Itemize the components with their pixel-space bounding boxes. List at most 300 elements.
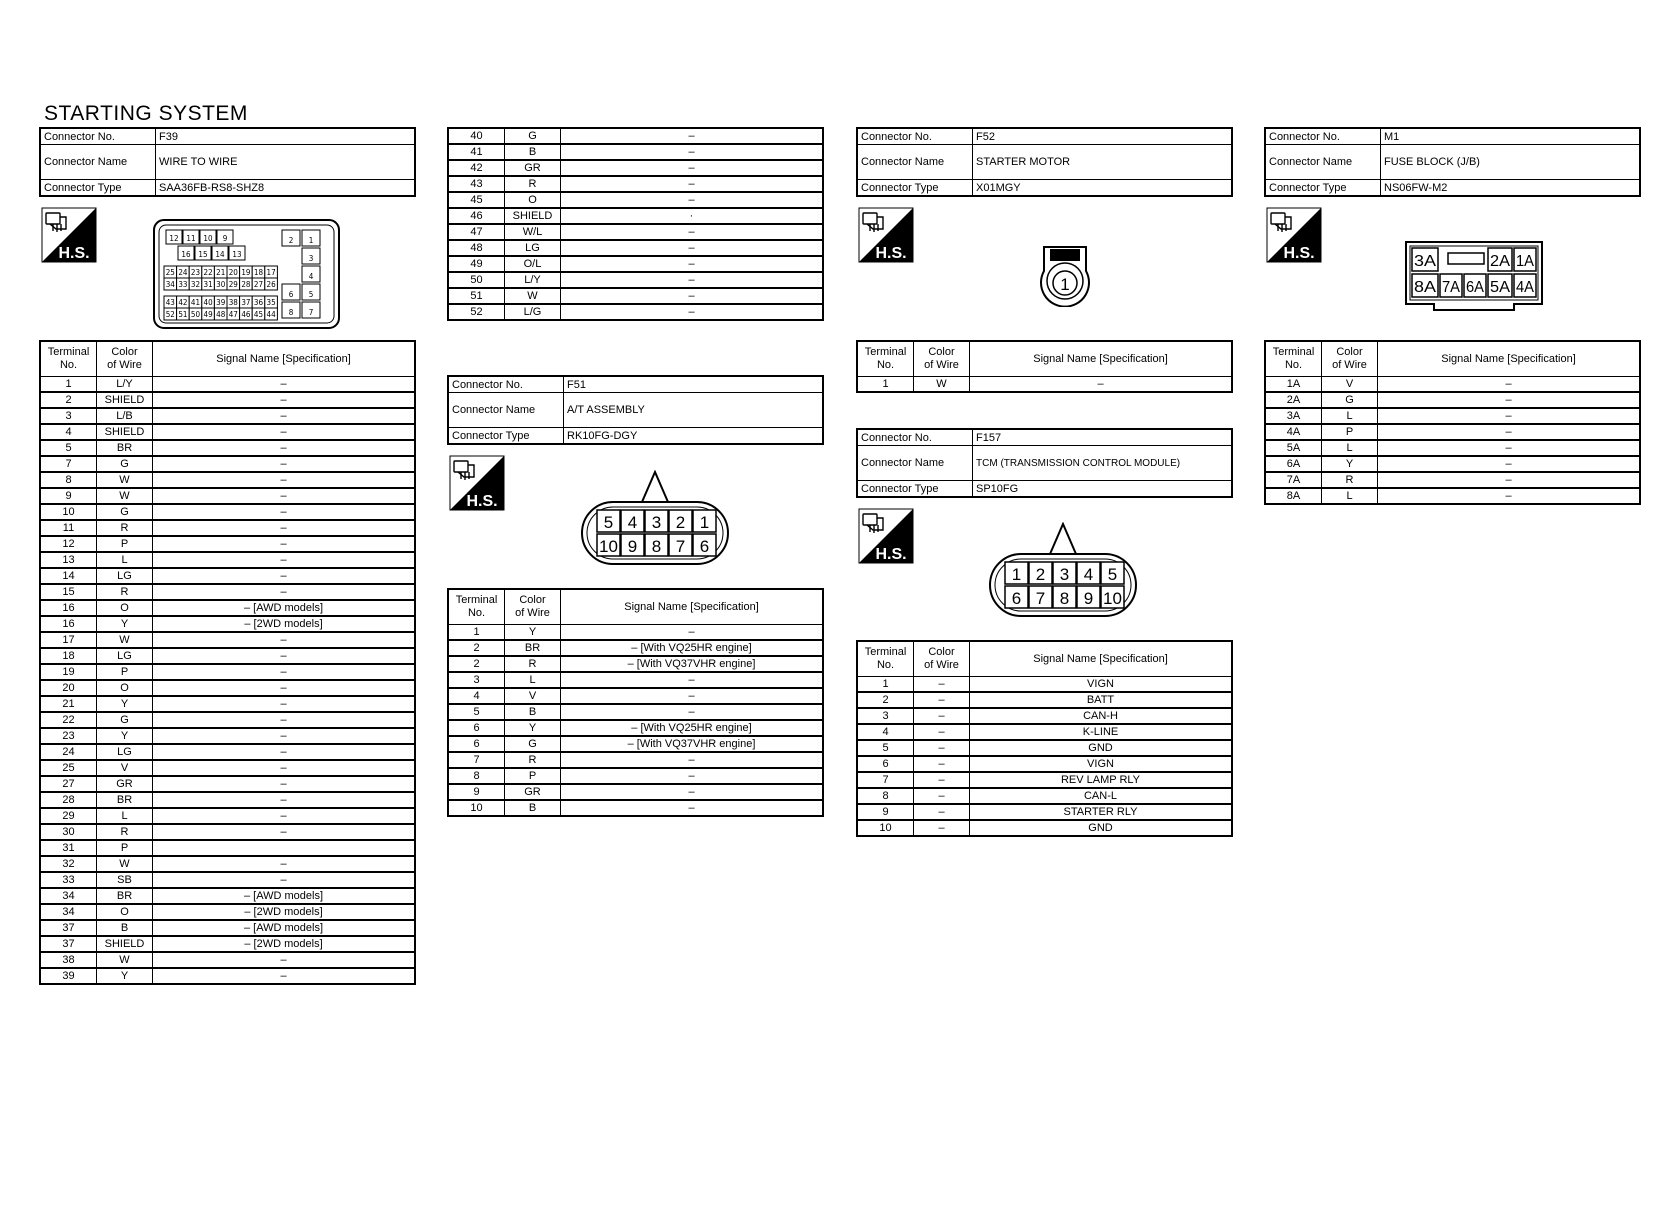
table-row — [40, 616, 415, 632]
terminal-no-cell: 34 — [40, 888, 97, 904]
signal-name-header: Signal Name [Specification] — [970, 641, 1233, 677]
signal-name-cell: – — [561, 272, 824, 288]
table-row — [40, 632, 415, 648]
table-row — [40, 696, 415, 712]
table-row — [448, 256, 823, 272]
table-row — [40, 504, 415, 520]
terminal-no-cell: 1 — [857, 377, 914, 393]
svg-text:24: 24 — [178, 268, 188, 277]
table-row — [1265, 377, 1640, 393]
table-header-row — [1265, 341, 1640, 377]
connector-type-value: SAA36FB-RS8-SHZ8 — [156, 180, 416, 197]
terminal-no-cell: 3 — [448, 672, 505, 688]
signal-name-cell: – — [153, 856, 416, 872]
terminal-no-cell: 9 — [40, 488, 97, 504]
pin-cavity — [214, 278, 227, 290]
svg-text:12: 12 — [169, 234, 179, 243]
table-row — [40, 952, 415, 968]
wire-color-cell: SB — [97, 872, 153, 888]
pin-cavity — [177, 266, 190, 278]
wire-color-cell: BR — [97, 440, 153, 456]
terminal-no-cell: 6 — [448, 720, 505, 736]
connector-header-f157 — [856, 428, 1233, 498]
terminal-no-header: Terminal No. — [40, 341, 97, 377]
wire-color-cell: Y — [1322, 456, 1378, 472]
wire-color-cell: GR — [505, 160, 561, 176]
pin-cavity — [645, 534, 668, 556]
terminal-no-cell: 7 — [40, 456, 97, 472]
terminal-no-header: Terminal No. — [857, 641, 914, 677]
wire-color-cell: O — [97, 680, 153, 696]
terminal-no-cell: 3 — [857, 708, 914, 724]
terminal-no-cell: 10 — [40, 504, 97, 520]
wire-color-cell: SHIELD — [97, 392, 153, 408]
connector-no-label: Connector No. — [857, 128, 973, 145]
svg-text:52: 52 — [165, 310, 175, 319]
wire-color-cell: L — [1322, 488, 1378, 504]
wire-color-cell: R — [505, 656, 561, 672]
wire-color-cell: L — [505, 672, 561, 688]
wire-color-cell: GR — [505, 784, 561, 800]
terminal-no-cell: 30 — [40, 824, 97, 840]
signal-name-cell: – — [153, 680, 416, 696]
terminal-no-cell: 31 — [40, 840, 97, 856]
svg-text:2: 2 — [1035, 565, 1046, 584]
signal-name-cell: – — [153, 536, 416, 552]
signal-name-cell: – — [153, 584, 416, 600]
signal-name-cell: – — [561, 288, 824, 304]
terminal-no-cell: 6 — [448, 736, 505, 752]
signal-name-cell: – — [1378, 488, 1641, 504]
color-of-wire-header: Color of Wire — [914, 641, 970, 677]
connector-header-f52 — [856, 127, 1233, 197]
wire-color-cell: R — [1322, 472, 1378, 488]
table-row — [448, 272, 823, 288]
connector-face-m1 — [1404, 240, 1544, 312]
table-row — [40, 424, 415, 440]
svg-text:35: 35 — [266, 298, 276, 307]
wire-color-cell: B — [97, 920, 153, 936]
connector-face-f39 — [152, 218, 341, 330]
svg-text:51: 51 — [178, 310, 188, 319]
pin-cavity — [212, 246, 228, 260]
table-row — [40, 568, 415, 584]
signal-name-cell: STARTER RLY — [970, 804, 1233, 820]
hs-badge-label: H.S. — [466, 493, 498, 510]
terminal-no-cell: 1A — [1265, 377, 1322, 393]
signal-name-cell: – — [561, 192, 824, 208]
pin-cavity — [1053, 586, 1076, 608]
table-row — [40, 456, 415, 472]
connector-no-label: Connector No. — [1265, 128, 1381, 145]
signal-name-cell: – — [153, 504, 416, 520]
wire-color-cell: W — [97, 472, 153, 488]
table-row — [40, 936, 415, 952]
signal-name-cell: K-LINE — [970, 724, 1233, 740]
svg-text:26: 26 — [266, 280, 276, 289]
signal-name-cell: – — [1378, 392, 1641, 408]
signal-name-cell: – — [153, 632, 416, 648]
signal-name-cell: – — [561, 176, 824, 192]
signal-name-cell: CAN-H — [970, 708, 1233, 724]
signal-name-cell: BATT — [970, 692, 1233, 708]
wire-color-cell: O — [505, 192, 561, 208]
wire-color-cell: BR — [97, 888, 153, 904]
table-row — [448, 160, 823, 176]
terminal-no-cell: 25 — [40, 760, 97, 776]
terminal-table-f52 — [856, 340, 1233, 393]
terminal-table-f51-wrap — [447, 588, 824, 817]
terminal-no-cell: 2 — [448, 640, 505, 656]
wire-color-cell: G — [505, 128, 561, 144]
pin-cavity — [1053, 562, 1076, 584]
svg-text:13: 13 — [232, 250, 242, 259]
wire-color-cell: L — [1322, 440, 1378, 456]
connector-name-label: Connector Name — [857, 446, 973, 481]
table-row — [448, 768, 823, 784]
signal-name-cell: – — [561, 128, 824, 144]
table-row — [1265, 408, 1640, 424]
svg-text:9: 9 — [1083, 589, 1094, 608]
terminal-no-cell: 16 — [40, 600, 97, 616]
svg-text:46: 46 — [241, 310, 251, 319]
svg-text:3: 3 — [308, 254, 314, 263]
table-header-row — [40, 341, 415, 377]
terminal-table-f39-continued-wrap — [447, 127, 824, 321]
pin-cavity — [645, 510, 668, 532]
svg-text:41: 41 — [190, 298, 201, 307]
svg-text:1A: 1A — [1516, 253, 1535, 270]
connector-name-label: Connector Name — [448, 393, 564, 428]
hs-badge-label: H.S. — [875, 546, 907, 563]
pin-cavity — [1077, 562, 1100, 584]
wire-color-cell: B — [505, 800, 561, 816]
svg-text:1: 1 — [1011, 565, 1022, 584]
terminal-no-cell: 43 — [448, 176, 505, 192]
pin-cavity — [189, 266, 202, 278]
svg-text:4: 4 — [1083, 565, 1094, 584]
terminal-no-cell: 3A — [1265, 408, 1322, 424]
pin-cavity — [227, 308, 240, 320]
terminal-no-cell: 13 — [40, 552, 97, 568]
pin-cavity — [214, 266, 227, 278]
svg-text:34: 34 — [165, 280, 175, 289]
pin-cavity — [282, 302, 300, 318]
terminal-no-cell: 28 — [40, 792, 97, 808]
svg-text:3: 3 — [1059, 565, 1070, 584]
wire-color-cell: Y — [97, 728, 153, 744]
table-row — [40, 872, 415, 888]
svg-text:50: 50 — [190, 310, 201, 319]
signal-name-cell: – — [153, 760, 416, 776]
table-row — [1265, 392, 1640, 408]
signal-name-cell: – — [153, 440, 416, 456]
table-row — [448, 736, 823, 752]
svg-text:28: 28 — [241, 280, 251, 289]
wire-color-cell: – — [914, 708, 970, 724]
svg-text:4: 4 — [627, 513, 638, 532]
table-row — [40, 968, 415, 984]
wire-color-cell: O — [97, 904, 153, 920]
page-title: STARTING SYSTEM — [44, 102, 248, 125]
wire-color-cell: G — [1322, 392, 1378, 408]
svg-text:4: 4 — [308, 272, 314, 281]
wire-color-cell: L/Y — [97, 377, 153, 393]
table-row — [857, 677, 1232, 693]
wire-color-cell: R — [505, 752, 561, 768]
svg-text:6: 6 — [699, 537, 710, 556]
signal-name-cell: – — [153, 648, 416, 664]
pin-cavity — [282, 284, 300, 300]
signal-name-cell: GND — [970, 740, 1233, 756]
pin-cavity — [189, 308, 202, 320]
svg-text:7: 7 — [308, 308, 314, 317]
pin-cavity — [1514, 248, 1536, 271]
pin-cavity — [252, 278, 265, 290]
pin-cavity — [227, 278, 240, 290]
terminal-no-cell: 17 — [40, 632, 97, 648]
signal-name-cell: – — [153, 872, 416, 888]
table-row — [40, 520, 415, 536]
terminal-no-cell: 8 — [448, 768, 505, 784]
wire-color-cell: – — [914, 740, 970, 756]
pin-cavity — [200, 230, 216, 244]
table-row — [448, 208, 823, 224]
svg-text:49: 49 — [203, 310, 213, 319]
svg-text:15: 15 — [198, 250, 208, 259]
wire-color-cell: – — [914, 677, 970, 693]
color-of-wire-header: Color of Wire — [1322, 341, 1378, 377]
wire-color-cell: – — [914, 756, 970, 772]
signal-name-cell: – — [561, 625, 824, 641]
wire-color-cell: P — [1322, 424, 1378, 440]
pin-cavity — [217, 230, 233, 244]
pin-cavity — [1412, 248, 1438, 271]
svg-text:43: 43 — [165, 298, 175, 307]
wire-color-cell: O/L — [505, 256, 561, 272]
signal-name-header: Signal Name [Specification] — [561, 589, 824, 625]
connector-name-label: Connector Name — [1265, 145, 1381, 180]
terminal-no-cell: 1 — [857, 677, 914, 693]
svg-text:10: 10 — [1103, 589, 1122, 608]
svg-text:36: 36 — [253, 298, 264, 307]
pin-cavity — [164, 278, 177, 290]
svg-text:3A: 3A — [1414, 253, 1437, 270]
table-row — [40, 600, 415, 616]
terminal-no-cell: 16 — [40, 616, 97, 632]
wire-color-cell: L/G — [505, 304, 561, 320]
wire-color-cell: Y — [505, 625, 561, 641]
signal-name-cell: – — [561, 768, 824, 784]
connector-type-value: SP10FG — [973, 481, 1233, 498]
table-row — [40, 584, 415, 600]
terminal-no-cell: 29 — [40, 808, 97, 824]
signal-name-cell: – — [153, 744, 416, 760]
terminal-no-cell: 8A — [1265, 488, 1322, 504]
signal-name-cell: – — [1378, 377, 1641, 393]
terminal-no-cell: 20 — [40, 680, 97, 696]
terminal-no-cell: 27 — [40, 776, 97, 792]
table-row — [448, 625, 823, 641]
table-row — [448, 720, 823, 736]
signal-name-cell: – — [153, 568, 416, 584]
connector-header-f51 — [447, 375, 824, 445]
table-row — [857, 756, 1232, 772]
table-row — [1265, 456, 1640, 472]
wire-color-cell: LG — [505, 240, 561, 256]
terminal-no-header: Terminal No. — [857, 341, 914, 377]
wire-color-cell: LG — [97, 568, 153, 584]
svg-text:2: 2 — [288, 236, 294, 245]
wire-color-cell: L — [97, 552, 153, 568]
table-row — [40, 664, 415, 680]
pin-cavity — [240, 266, 253, 278]
table-row — [40, 744, 415, 760]
terminal-no-cell: 52 — [448, 304, 505, 320]
pin-cavity — [693, 510, 716, 532]
svg-text:1: 1 — [699, 513, 710, 532]
signal-name-cell: – — [561, 688, 824, 704]
table-row — [40, 648, 415, 664]
signal-name-cell: – — [153, 377, 416, 393]
terminal-table-f39-wrap — [39, 340, 416, 985]
table-row — [40, 472, 415, 488]
svg-text:6: 6 — [1011, 589, 1022, 608]
table-row — [40, 920, 415, 936]
wire-color-cell: G — [97, 456, 153, 472]
svg-text:4A: 4A — [1516, 279, 1535, 296]
signal-name-cell: – — [153, 472, 416, 488]
pin-cavity — [265, 308, 278, 320]
wire-color-cell: – — [914, 692, 970, 708]
hs-harness-icon — [1266, 207, 1322, 263]
svg-text:6: 6 — [288, 290, 294, 299]
terminal-table-f39 — [39, 340, 416, 985]
wire-color-cell: P — [97, 840, 153, 856]
connector-no-value: F52 — [973, 128, 1233, 145]
wire-color-cell: BR — [505, 640, 561, 656]
signal-name-cell: – — [153, 664, 416, 680]
table-row — [1265, 424, 1640, 440]
table-row — [448, 144, 823, 160]
pin-cavity — [1464, 274, 1486, 297]
pin-cavity — [1053, 271, 1077, 295]
terminal-no-cell: 4A — [1265, 424, 1322, 440]
table-row — [448, 656, 823, 672]
signal-name-cell: – — [153, 952, 416, 968]
terminal-no-cell: 7 — [857, 772, 914, 788]
wire-color-cell: – — [914, 788, 970, 804]
pin-cavity — [229, 246, 245, 260]
signal-name-cell: VIGN — [970, 756, 1233, 772]
pin-cavity — [1005, 586, 1028, 608]
connector-header-m1 — [1264, 127, 1641, 197]
connector-name-value: A/T ASSEMBLY — [564, 393, 824, 428]
pin-cavity — [240, 278, 253, 290]
signal-name-cell: – — [153, 696, 416, 712]
connector-no-value: F51 — [564, 376, 824, 393]
svg-text:14: 14 — [215, 250, 225, 259]
connector-type-value: NS06FW-M2 — [1381, 180, 1641, 197]
svg-text:25: 25 — [165, 268, 175, 277]
terminal-no-cell: 32 — [40, 856, 97, 872]
terminal-no-cell: 47 — [448, 224, 505, 240]
svg-text:1: 1 — [1060, 275, 1070, 294]
hs-harness-icon — [858, 207, 914, 263]
terminal-no-cell: 2 — [448, 656, 505, 672]
pin-cavity — [265, 266, 278, 278]
svg-text:30: 30 — [216, 280, 226, 289]
connector-type-label: Connector Type — [40, 180, 156, 197]
pin-cavity — [1440, 274, 1462, 297]
pin-cavity — [202, 296, 215, 308]
signal-name-cell: – — [153, 456, 416, 472]
pin-cavity — [240, 308, 253, 320]
table-row — [40, 408, 415, 424]
signal-name-cell: CAN-L — [970, 788, 1233, 804]
signal-name-cell: – — [561, 224, 824, 240]
wire-color-cell: L — [97, 808, 153, 824]
signal-name-cell: – — [1378, 424, 1641, 440]
terminal-no-cell: 5 — [857, 740, 914, 756]
table-row — [448, 688, 823, 704]
table-row — [40, 840, 415, 856]
connector-no-label: Connector No. — [40, 128, 156, 145]
pin-cavity — [669, 534, 692, 556]
pin-cavity — [1412, 274, 1438, 297]
terminal-no-cell: 39 — [40, 968, 97, 984]
wire-color-cell: Y — [505, 720, 561, 736]
table-row — [448, 224, 823, 240]
table-row — [40, 712, 415, 728]
svg-text:10: 10 — [203, 234, 213, 243]
table-row — [40, 856, 415, 872]
terminal-no-cell: 21 — [40, 696, 97, 712]
signal-name-cell: · — [561, 208, 824, 224]
terminal-table-f52-wrap — [856, 340, 1233, 393]
wire-color-cell: W — [505, 288, 561, 304]
svg-text:16: 16 — [181, 250, 191, 259]
wire-color-cell: W — [97, 952, 153, 968]
hs-harness-icon — [858, 508, 914, 564]
signal-name-cell: – [2WD models] — [153, 616, 416, 632]
terminal-no-cell: 5 — [40, 440, 97, 456]
signal-name-cell: REV LAMP RLY — [970, 772, 1233, 788]
signal-name-cell: – — [561, 784, 824, 800]
table-row — [448, 800, 823, 816]
pin-cavity — [302, 284, 320, 300]
table-row — [857, 377, 1232, 393]
svg-text:8: 8 — [651, 537, 662, 556]
pin-cavity — [189, 278, 202, 290]
table-header-row — [857, 341, 1232, 377]
svg-text:44: 44 — [266, 310, 276, 319]
svg-text:47: 47 — [228, 310, 238, 319]
connector-name-value: FUSE BLOCK (J/B) — [1381, 145, 1641, 180]
table-row — [857, 740, 1232, 756]
table-row — [857, 788, 1232, 804]
wire-color-cell: L/Y — [505, 272, 561, 288]
hs-harness-icon — [41, 207, 97, 263]
svg-text:39: 39 — [216, 298, 226, 307]
pin-cavity — [1101, 586, 1124, 608]
pin-cavity — [202, 278, 215, 290]
svg-text:48: 48 — [216, 310, 226, 319]
wire-color-cell: W — [97, 856, 153, 872]
terminal-no-cell: 37 — [40, 936, 97, 952]
signal-name-cell: – — [561, 752, 824, 768]
pin-cavity — [252, 308, 265, 320]
